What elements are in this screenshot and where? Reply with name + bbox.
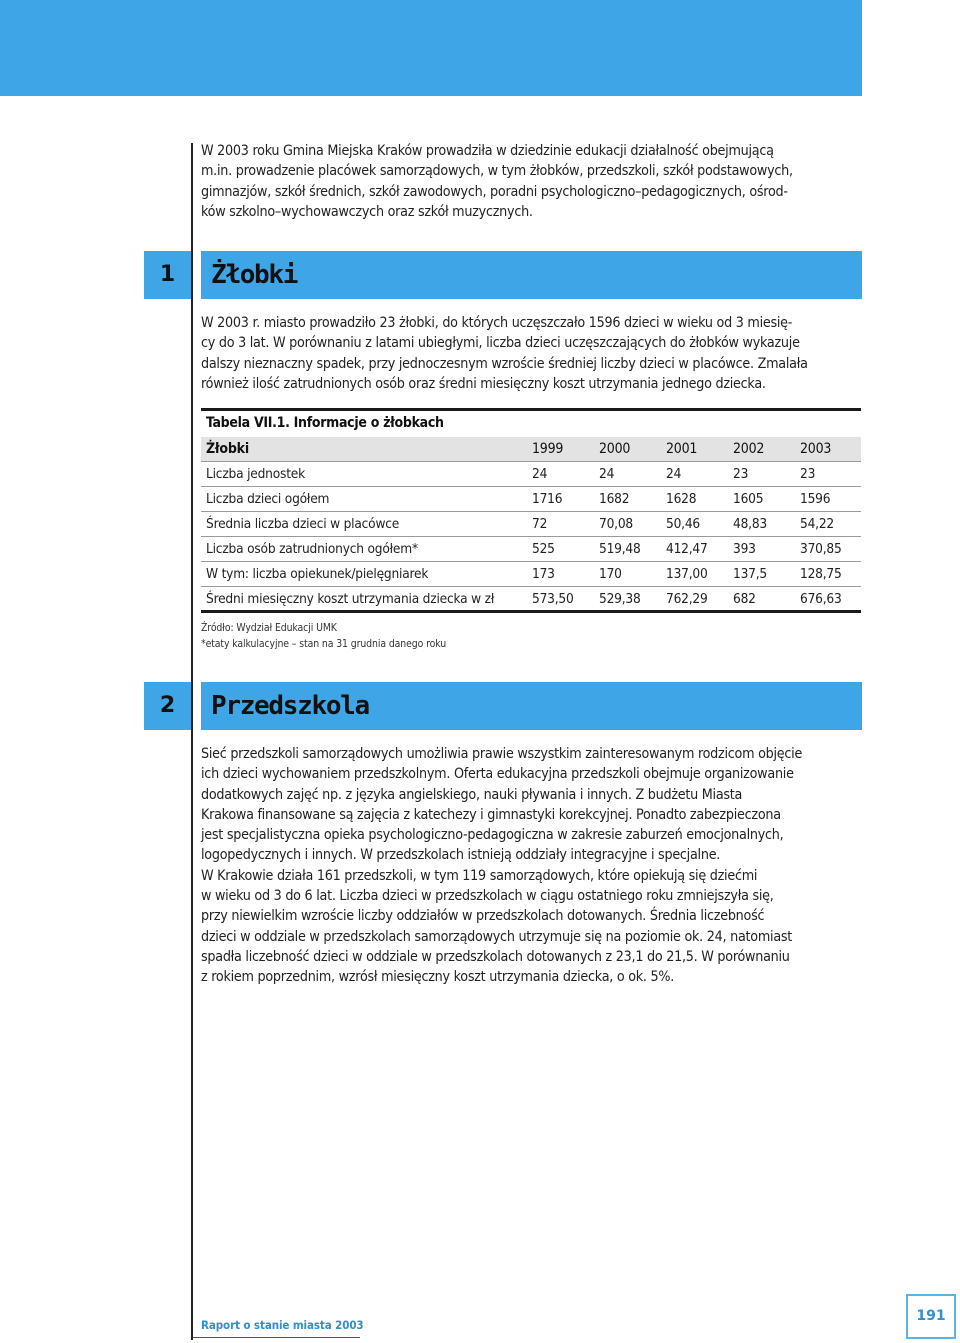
- table-cell: 1605: [728, 487, 795, 512]
- table-cell: 137,00: [661, 562, 728, 587]
- table-header-cell: 2002: [728, 437, 795, 462]
- table-cell: 525: [527, 537, 594, 562]
- intro-paragraph: [201, 141, 793, 222]
- section-1-header: [201, 251, 862, 299]
- table-cell: 1596: [795, 487, 861, 512]
- table-header-cell: 1999: [527, 437, 594, 462]
- table-cell: 137,5: [728, 562, 795, 587]
- table-row: [201, 537, 861, 562]
- table-bottom-rule: [201, 610, 861, 613]
- section-2-paragraph: [201, 744, 802, 988]
- section-2-line: spadła liczebność dzieci w oddziale w przedszkolach dotowanych z 23,1 do 21,5. W porównaniu: [201, 948, 790, 965]
- table-cell: 128,75: [795, 562, 861, 587]
- table-cell: 393: [728, 537, 795, 562]
- footer-rule: [193, 1337, 360, 1338]
- section-2-line: jest specjalistyczna opieka psychologiczno-pedagogiczna w zakresie zaburzeń emocjonalnych,: [201, 827, 784, 844]
- table-header-cell: 2003: [795, 437, 861, 462]
- intro-line: W 2003 roku Gmina Miejska Kraków prowadziła w dziedzinie edukacji działalność obejmującą: [201, 143, 774, 159]
- table-cell: Średni miesięczny koszt utrzymania dziecka w zł: [206, 591, 495, 607]
- table-cell: Średnia liczba dzieci w placówce: [201, 512, 527, 537]
- table-cell: 70,08: [594, 512, 661, 537]
- section-2-number: 2: [144, 682, 191, 730]
- table-cell: 529,38: [599, 591, 641, 607]
- table-header-cell: 2000: [594, 437, 661, 462]
- section-2-line: W Krakowie działa 161 przedszkoli, w tym 119 samorządowych, które opiekują się dziećmi: [201, 867, 758, 884]
- table-cell: 72: [527, 512, 594, 537]
- nursery-table: [201, 437, 861, 611]
- section-2-line: dodatkowych zajęć np. z języka angielskiego, nauki pływania i innych. Z budżetu Miasta: [201, 786, 743, 803]
- table-note: *etaty kalkulacyjne – stan na 31 grudnia danego roku: [201, 638, 447, 650]
- section-1-line: również ilość zatrudnionych osób oraz średni miesięczny koszt utrzymania jednego dziecka.: [201, 375, 766, 392]
- section-2-line: z rokiem poprzednim, wzrósł miesięczny koszt utrzymania dziecka, o ok. 5%.: [201, 969, 675, 986]
- section-1-number: 1: [144, 251, 191, 299]
- intro-line: gimnazjów, szkół średnich, szkół zawodowych, poradni psychologiczno–pedagogicznych, ośrod-: [201, 183, 788, 200]
- table-cell: 1682: [594, 487, 661, 512]
- table-header-cell: 2001: [661, 437, 728, 462]
- table-cell: 519,48: [594, 537, 661, 562]
- section-2-header: [201, 682, 862, 730]
- section-1-title: Żłobki: [211, 260, 298, 290]
- table-title: Tabela VII.1. Informacje o żłobkach: [206, 415, 444, 431]
- table-cell: 412,47: [661, 537, 728, 562]
- table-header-cell: Żłobki: [201, 437, 527, 462]
- section-2-line: przy niewielkim wzroście liczby oddziałów w przedszkolach dotowanych. Średnia liczebność: [201, 908, 765, 925]
- report-title: Raport o stanie miasta 2003: [201, 1318, 364, 1332]
- table-cell: 762,29: [666, 591, 708, 607]
- table-row: [201, 462, 861, 487]
- section-2-line: Sieć przedszkoli samorządowych umożliwia prawie wszystkim zainteresowanym rodzicom objęcie: [201, 746, 803, 762]
- intro-line: m.in. prowadzenie placówek samorządowych, w tym żłobków, przedszkoli, szkół podstawowych,: [201, 163, 793, 180]
- page-number: 191: [906, 1294, 956, 1339]
- table-cell: 1628: [661, 487, 728, 512]
- table-cell: 24: [594, 462, 661, 487]
- table-cell: 370,85: [795, 537, 861, 562]
- table-cell: 173: [527, 562, 594, 587]
- table-top-rule: [201, 408, 861, 411]
- table-cell: 50,46: [661, 512, 728, 537]
- intro-line: ków szkolno–wychowawczych oraz szkół muzycznych.: [201, 203, 533, 220]
- table-row: [201, 512, 861, 537]
- table-cell: 23: [728, 462, 795, 487]
- section-2-line: ich dzieci wychowaniem przedszkolnym. Oferta edukacyjna przedszkoli obejmuje organizowanie: [201, 766, 794, 783]
- section-2-line: dzieci w oddziale w przedszkolach samorządowych utrzymuje się na poziomie ok. 24, natomiast: [201, 928, 793, 945]
- table-cell: 23: [795, 462, 861, 487]
- table-cell: 54,22: [795, 512, 861, 537]
- section-1-line: cy do 3 lat. W porównaniu z latami ubiegłymi, liczba dzieci uczęszczających do żłobków wykazuje: [201, 335, 800, 352]
- top-color-band: [0, 0, 862, 96]
- table-row: [201, 487, 861, 512]
- table-cell: 573,50: [532, 591, 574, 607]
- left-margin-rule: [191, 143, 193, 1340]
- section-2-line: w wieku od 3 do 6 lat. Liczba dzieci w przedszkolach w ciągu ostatniego roku zmniejszyła się,: [201, 888, 774, 905]
- table-cell: 676,63: [800, 591, 842, 607]
- table-row: [201, 587, 861, 612]
- table-cell: Liczba osób zatrudnionych ogółem*: [201, 537, 527, 562]
- table-cell: Liczba dzieci ogółem: [201, 487, 527, 512]
- section-1-line: dalszy nieznaczny spadek, przy jednoczesnym wzroście średniej liczby dzieci w placówce. Zmalała: [201, 355, 808, 372]
- table-row: [201, 562, 861, 587]
- table-cell: W tym: liczba opiekunek/pielęgniarek: [201, 562, 527, 587]
- table-source: Źródło: Wydział Edukacji UMK: [201, 622, 337, 634]
- section-2-title: Przedszkola: [211, 691, 369, 721]
- table-cell: 24: [661, 462, 728, 487]
- table-cell: 170: [594, 562, 661, 587]
- section-1-paragraph: [201, 313, 808, 394]
- section-2-line: logopedycznych i innych. W przedszkolach istnieją oddziały integracyjne i specjalne.: [201, 847, 721, 864]
- table-cell: 24: [527, 462, 594, 487]
- table-header-row: [201, 437, 861, 462]
- section-1-line: W 2003 r. miasto prowadziło 23 żłobki, do których uczęszczało 1596 dzieci w wieku od 3 miesię-: [201, 315, 793, 331]
- table-cell: 1716: [527, 487, 594, 512]
- table-cell: Liczba jednostek: [201, 462, 527, 487]
- table-cell: 682: [733, 591, 756, 607]
- table-cell: 48,83: [728, 512, 795, 537]
- section-2-line: Krakowa finansowane są zajęcia z katechezy i gimnastyki korekcyjnej. Ponadto zabezpieczona: [201, 806, 781, 823]
